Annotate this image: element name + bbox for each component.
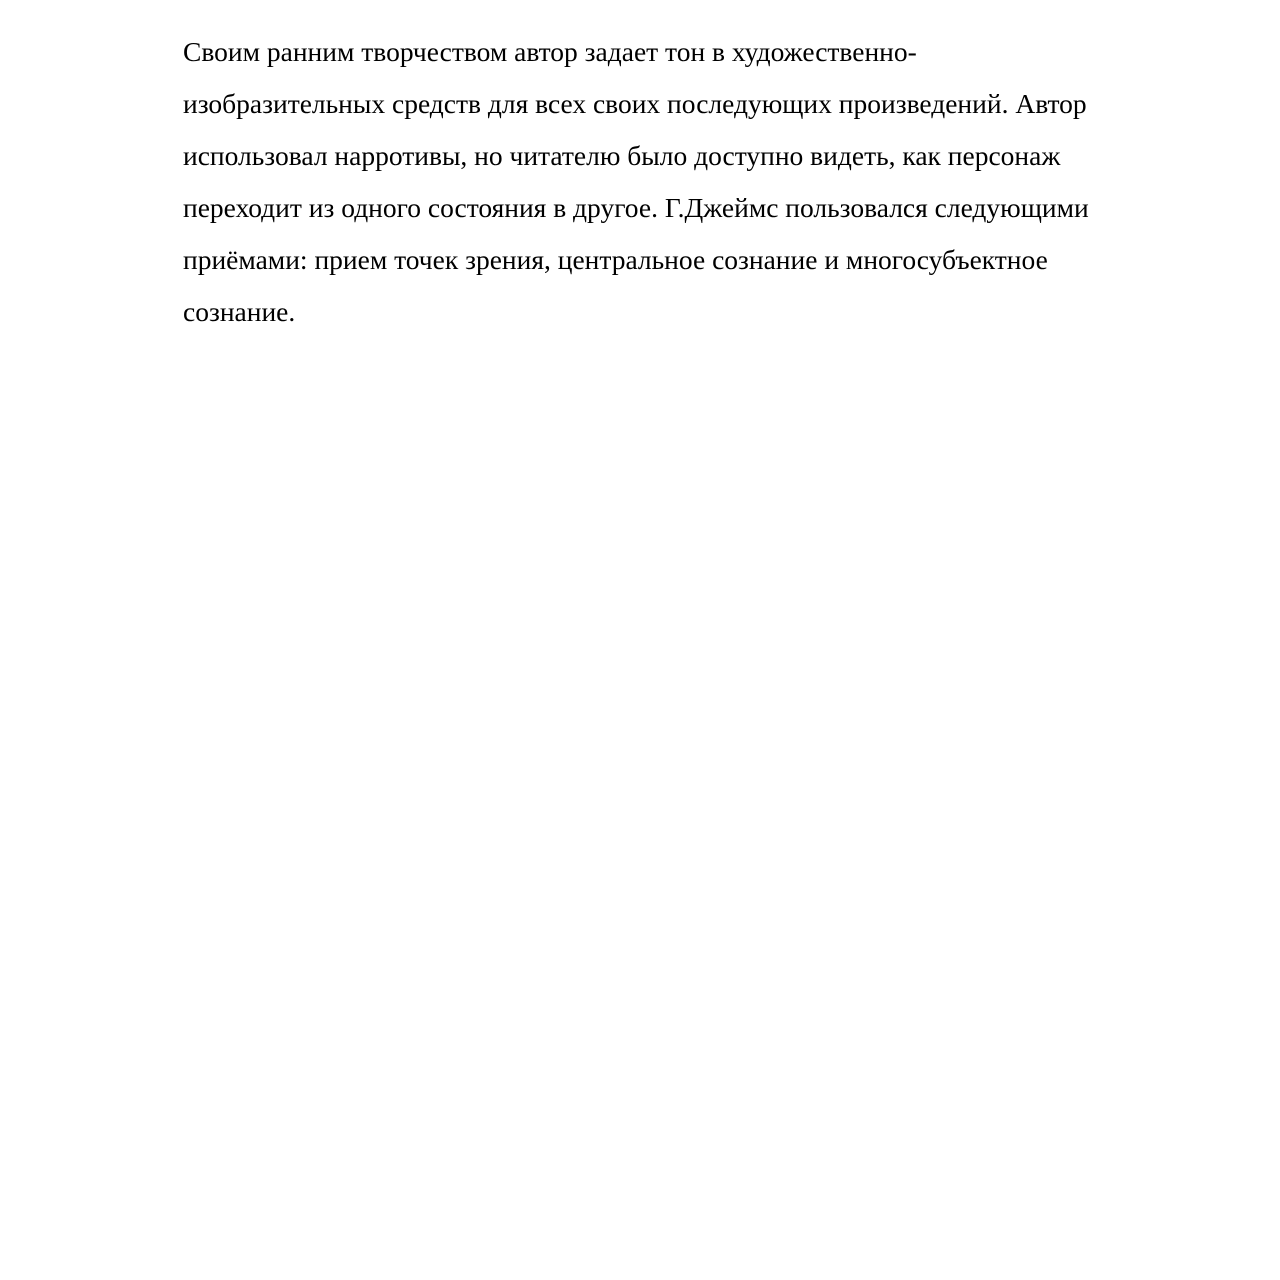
paragraph-line: сознание. (183, 296, 296, 327)
paragraph-line: использовал нарротивы, но читателю было доступно видеть, как персонаж (183, 140, 1061, 171)
paragraph-line: приёмами: прием точек зрения, центральное сознание и многосубъектное (183, 244, 1048, 275)
paragraph-line: Своим ранним творчеством автор задает тон в художественно- (183, 36, 917, 67)
document-paragraph (183, 26, 1089, 338)
paragraph-line: переходит из одного состояния в другое. Г.Джеймс пользовался следующими (183, 192, 1089, 223)
paragraph-line: изобразительных средств для всех своих последующих произведений. Автор (183, 88, 1087, 119)
